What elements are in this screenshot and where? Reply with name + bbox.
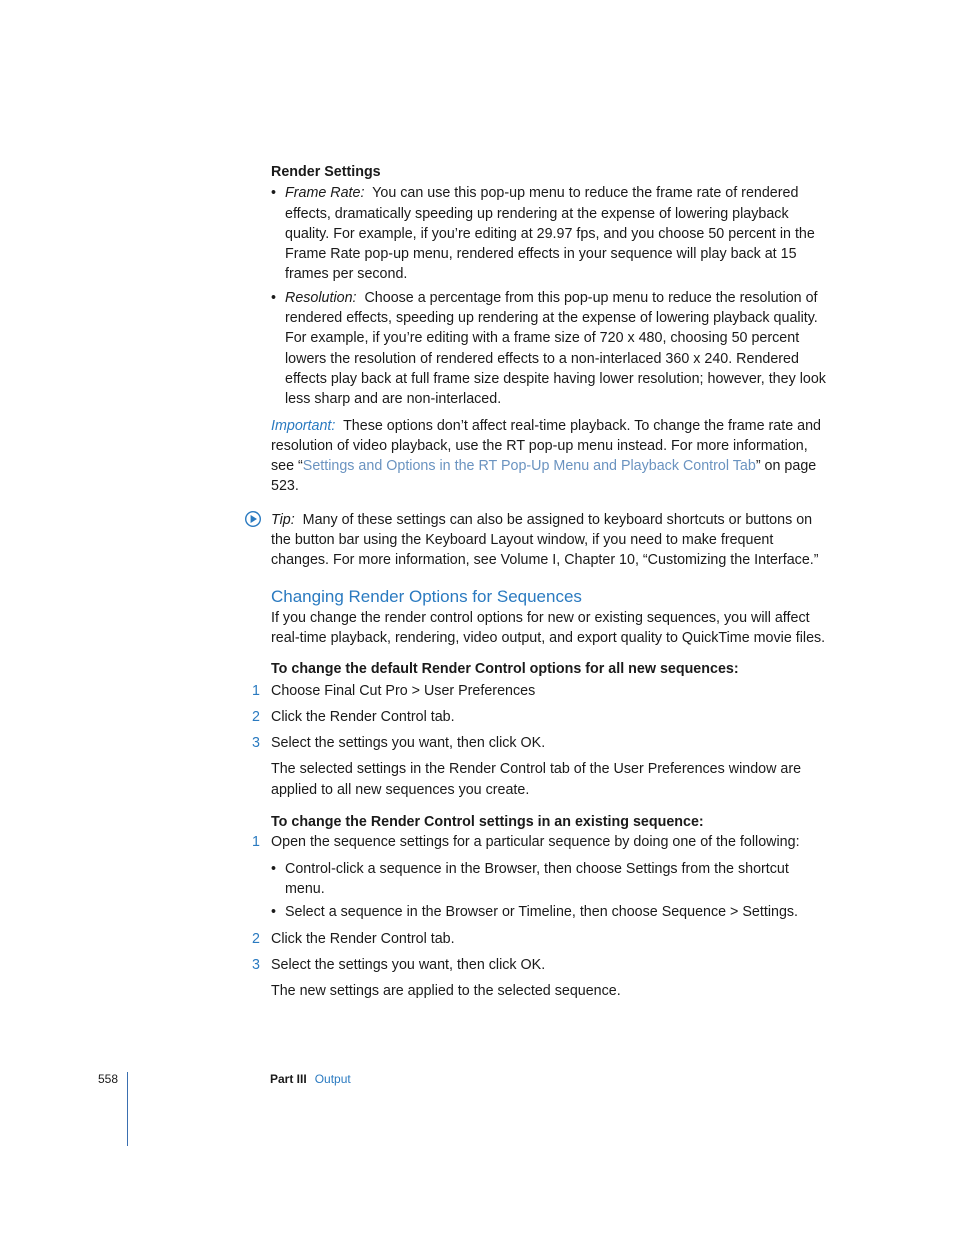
- footer-part-label: Part III: [270, 1072, 307, 1086]
- tip-label: Tip:: [271, 511, 295, 528]
- step-number: 2: [252, 930, 260, 947]
- step-number: 1: [252, 834, 260, 851]
- step-number: 3: [252, 956, 260, 973]
- step-text: Click the Render Control tab.: [271, 930, 455, 947]
- bullet-dot: •: [271, 289, 277, 306]
- bullet-frame-rate: [271, 183, 831, 284]
- footer-part: [270, 1072, 351, 1086]
- task1-result: The selected settings in the Render Control tab of the User Preferences window are applied to all new sequences you create.: [271, 761, 802, 798]
- important-note: [271, 416, 831, 497]
- step-text: Click the Render Control tab.: [271, 708, 455, 725]
- footer-section-link[interactable]: Output: [314, 1072, 351, 1086]
- render-settings-heading: Render Settings: [271, 164, 381, 180]
- sub-bullet-text: Select a sequence in the Browser or Timeline, then choose Sequence > Settings.: [285, 904, 799, 921]
- bullet-text: You can use this pop-up menu to reduce the frame rate of rendered effects, dramatically speeding up rendering at the expense of lowering playback quality. For example, if you’re editing at 29.97 fps, and you choose 50 percent in the Frame Rate pop-up menu, rendered effects in your sequence will play back at 15 frames per second.: [285, 185, 815, 283]
- task1-step-2: [252, 707, 831, 727]
- footer-divider: [127, 1072, 128, 1146]
- sub-bullet: [271, 859, 831, 900]
- section-heading: Changing Render Options for Sequences: [271, 586, 582, 606]
- step-text: Select the settings you want, then click OK.: [271, 956, 546, 973]
- step-number: 1: [252, 682, 260, 699]
- bullet-term: Frame Rate:: [285, 185, 365, 202]
- bullet-dot: •: [271, 185, 277, 202]
- task2-result: The new settings are applied to the selected sequence.: [271, 983, 621, 1000]
- bullet-resolution: [271, 288, 831, 410]
- important-after: ” on page 523.: [271, 458, 817, 495]
- task2-heading: To change the Render Control settings in an existing sequence:: [271, 814, 704, 831]
- task1-step-1: [252, 681, 831, 701]
- bullet-dot: •: [271, 860, 277, 877]
- important-text: These options don’t affect real-time playback. To change the frame rate and resolution of video playback, use the RT pop-up menu instead. For more information, see “: [271, 417, 821, 475]
- task2-step-1: [252, 832, 831, 852]
- cross-reference-link[interactable]: Settings and Options in the RT Pop-Up Menu and Playback Control Tab: [302, 458, 756, 475]
- section-intro: If you change the render control options for new or existing sequences, you will affect real-time playback, rendering, video output, and export quality to QuickTime movie files.: [271, 609, 826, 646]
- bullet-term: Resolution:: [285, 289, 357, 306]
- page-content: [252, 162, 831, 1001]
- task1-step-3: [252, 733, 831, 753]
- tip-text: Many of these settings can also be assigned to keyboard shortcuts or buttons on the button bar using the Keyboard Layout window, if you need to make frequent changes. For more information, see Volume I, Chapter 10, “Customizing the Interface.”: [271, 511, 819, 569]
- task1-heading: To change the default Render Control options for all new sequences:: [271, 661, 739, 678]
- sub-bullet-text: Control-click a sequence in the Browser, then choose Settings from the shortcut menu.: [285, 860, 789, 897]
- bullet-text: Choose a percentage from this pop-up menu to reduce the resolution of rendered effects, speeding up rendering at the expense of lowering playback quality. For example, if you’re editing with a frame size of 720 x 480, choosing 50 percent lowers the resolution of rendered effects to a non-interlaced 360 x 240. Rendered effects play back at full frame size despite having lower resolution; however, they look less sharp and are non-interlaced.: [285, 289, 826, 408]
- task2-step-3: [252, 955, 831, 975]
- page-number: 558: [98, 1072, 119, 1086]
- step-text: Open the sequence settings for a particular sequence by doing one of the following:: [271, 834, 800, 851]
- play-arrow-icon: [245, 511, 261, 527]
- step-number: 2: [252, 708, 260, 725]
- step-text: Choose Final Cut Pro > User Preferences: [271, 682, 536, 699]
- bullet-dot: •: [271, 904, 277, 921]
- task2-step-2: [252, 929, 831, 949]
- step-number: 3: [252, 735, 260, 752]
- important-label: Important:: [271, 417, 336, 434]
- sub-bullet: [271, 902, 831, 922]
- tip-note: [271, 510, 831, 571]
- step-text: Select the settings you want, then click OK.: [271, 735, 546, 752]
